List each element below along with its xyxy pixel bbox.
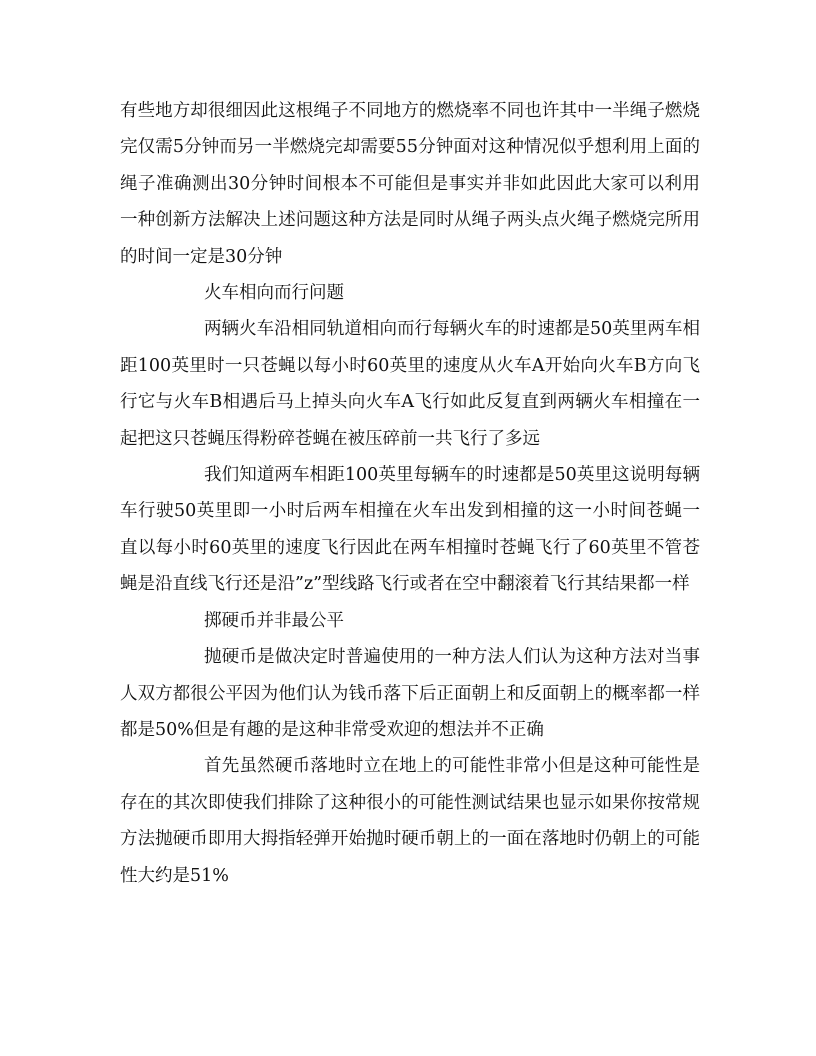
document-body <box>120 93 700 894</box>
heading-coin-toss: 掷硬币并非最公平 <box>204 610 344 631</box>
paragraph-coin-toss-detail: 首先虽然硬币落地时立在地上的可能性非常小但是这种可能性是存在的其次即使我们排除了这种很小的可能性测试结果也显示如果你按常规方法抛硬币即用大拇指轻弹开始抛时硬币朝上的一面在落地时仍朝上的可能性大约是51% <box>120 756 700 886</box>
paragraph-trains-answer: 我们知道两车相距100英里每辆车的时速都是50英里这说明每辆车行驶50英里即一小时后两车相撞在火车出发到相撞的这一小时间苍蝇一直以每小时60英里的速度飞行因此在两车相撞时苍蝇飞行了60英里不管苍蝇是沿直线飞行还是沿”z”型线路飞行或者在空中翻滚着飞行其结果都一样 <box>120 465 700 595</box>
paragraph-rope-solution: 有些地方却很细因此这根绳子不同地方的燃烧率不同也许其中一半绳子燃烧完仅需5分钟而另一半燃烧完却需要55分钟面对这种情况似乎想利用上面的绳子准确测出30分钟时间根本不可能但是事实并非如此因此大家可以利用一种创新方法解决上述问题这种方法是同时从绳子两头点火绳子燃烧完所用的时间一定是30分钟 <box>120 101 700 267</box>
paragraph-coin-toss-intro: 抛硬币是做决定时普遍使用的一种方法人们认为这种方法对当事人双方都很公平因为他们认为钱币落下后正面朝上和反面朝上的概率都一样都是50%但是有趣的是这种非常受欢迎的想法并不正确 <box>120 647 700 740</box>
paragraph-trains-question: 两辆火车沿相同轨道相向而行每辆火车的时速都是50英里两车相距100英里时一只苍蝇以每小时60英里的速度从火车A开始向火车B方向飞行它与火车B相遇后马上掉头向火车A飞行如此反复直到两辆火车相撞在一起把这只苍蝇压得粉碎苍蝇在被压碎前一共飞行了多远 <box>120 319 700 449</box>
heading-trains-problem: 火车相向而行问题 <box>204 283 344 304</box>
